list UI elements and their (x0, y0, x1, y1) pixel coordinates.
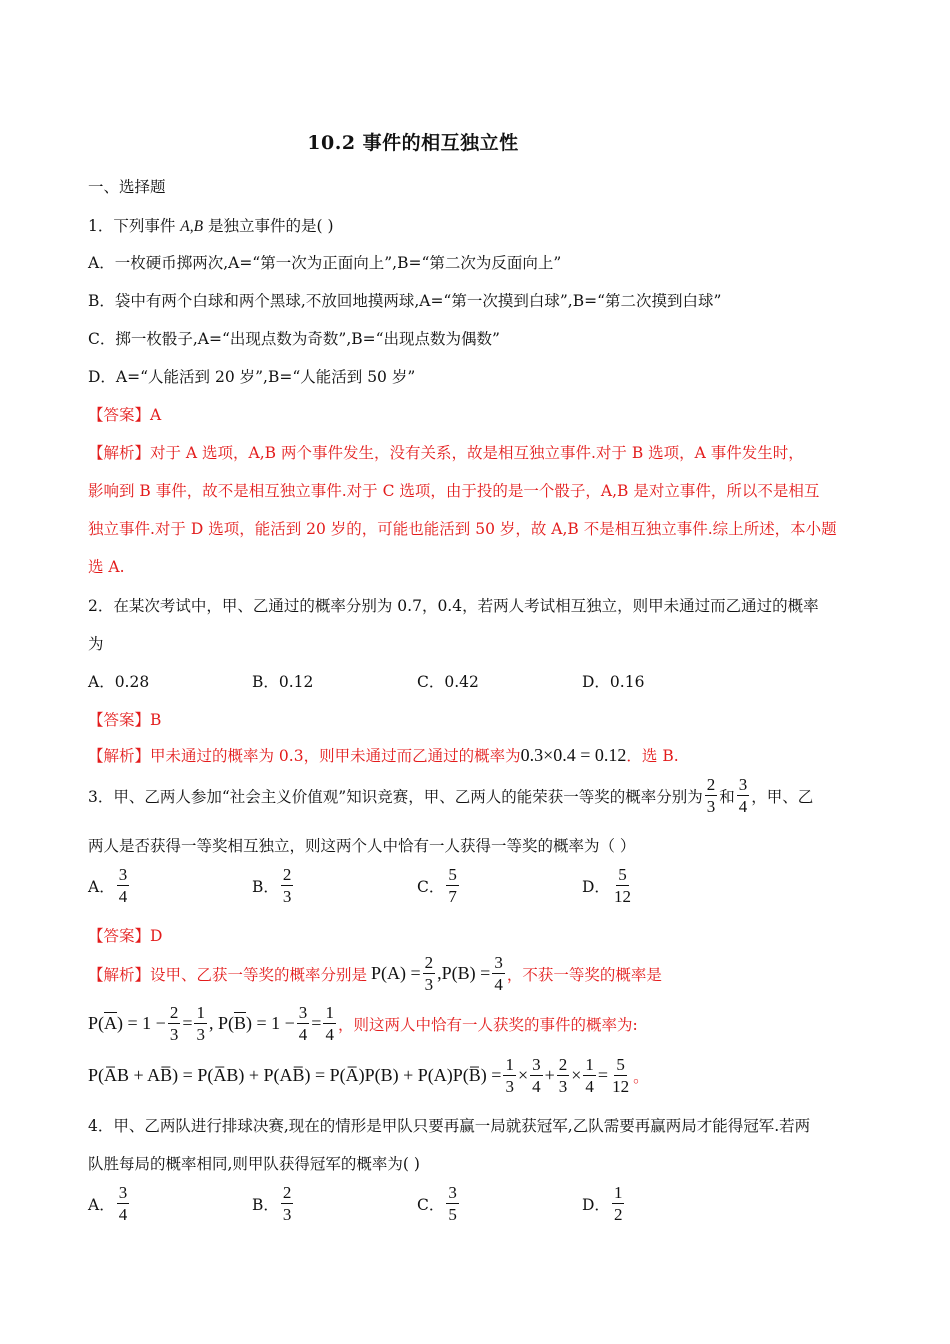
q2-answer: 【答案】B (88, 711, 162, 729)
q3-option-d: D． $\frac{5}{12}$ (582, 865, 631, 906)
q4-stem-line2: 队胜每局的概率相同,则甲队获得冠军的概率为( ) (88, 1155, 420, 1173)
q3-fraction-2-3: $\frac{2}{3}$ (706, 775, 716, 816)
q1-option-d: D．A=“人能活到 20 岁”,B=“人能活到 50 岁” (88, 368, 416, 386)
q2-option-a: A．0.28 (88, 673, 150, 691)
q3-stem-line1: 3．甲、乙两人参加“社会主义价值观”知识竞赛，甲、乙两人的能荣获一等奖的概率分别为 $\frac{2}{3}$ 和 $\frac{3}{4}$ ，甲、乙 (88, 775, 814, 816)
q3-option-c: C． $\frac{5}{7}$ (417, 865, 457, 906)
q2-stem-line1: 2．在某次考试中，甲、乙通过的概率分别为 0.7，0.4，若两人考试相互独立，则甲未通过而乙通过的概率 (88, 597, 819, 615)
q2-option-c: C．0.42 (417, 673, 479, 691)
q3-fraction-3-4: $\frac{3}{4}$ (738, 775, 748, 816)
q2-option-b: B．0.12 (252, 673, 314, 691)
q1-explanation-line1: 【解析】对于 A 选项，A,B 两个事件发生，没有关系，故是相互独立事件.对于 B 选项，A 事件发生时， (88, 444, 804, 462)
q1-explanation-line3: 独立事件.对于 D 选项，能活到 20 岁的，可能也能活到 50 岁，故 A,B 不是相互独立事件.综上所述，本小题 (88, 520, 837, 538)
q1-option-c: C．掷一枚骰子,A=“出现点数为奇数”,B=“出现点数为偶数” (88, 330, 500, 348)
q1-option-b: B．袋中有两个白球和两个黑球,不放回地摸两球,A=“第一次摸到白球”,B=“第二次摸到白球” (88, 292, 722, 310)
q1-option-a: A．一枚硬币掷两次,A=“第一次为正面向上”,B=“第二次为反面向上” (88, 254, 562, 272)
q4-option-d: D． $\frac{1}{2}$ (582, 1183, 623, 1224)
q4-option-a: A． $\frac{3}{4}$ (88, 1183, 128, 1224)
q1-explanation-line4: 选 A. (88, 558, 125, 576)
page-title: 10.2 事件的相互独立性 (307, 132, 519, 154)
q2-explanation: 【解析】甲未通过的概率为 0.3，则甲未通过而乙通过的概率为0.3×0.4 = 0.12．选 B. (88, 745, 679, 765)
q3-option-b: B． $\frac{2}{3}$ (252, 865, 292, 906)
q4-option-c: C． $\frac{3}{5}$ (417, 1183, 457, 1224)
q4-stem-line1: 4．甲、乙两队进行排球决赛,现在的情形是甲队只要再赢一局就获冠军,乙队需要再赢两局才能得冠军.若两 (88, 1117, 811, 1135)
q4-option-b: B． $\frac{2}{3}$ (252, 1183, 292, 1224)
q1-explanation-line2: 影响到 B 事件，故不是相互独立事件.对于 C 选项，由于投的是一个骰子，A,B 是对立事件，所以不是相互 (88, 482, 820, 500)
q1-stem: 1．下列事件 A,B 是独立事件的是( ) (88, 217, 334, 235)
q3-option-a: A． $\frac{3}{4}$ (88, 865, 128, 906)
q3-explanation-line3: P(A̅B + AB̅) = P(A̅B) + P(AB̅) = P(A̅)P(B) + P(A)P(B̅) = $\frac{1}{3}$ × $\frac{3}{4}$ + $\frac{2}{3}$ × $\frac{1}{4}$ = $\frac{5}{12}$ 。 (88, 1055, 649, 1096)
q1-answer: 【答案】A (88, 406, 162, 424)
q3-explanation-line1: 【解析】设甲、乙获一等奖的概率分别是 P(A) = $\frac{2}{3}$ , P(B) = $\frac{3}{4}$ ，不获一等奖的概率是 (88, 953, 662, 994)
q3-answer: 【答案】D (88, 927, 163, 945)
q2-option-d: D．0.16 (582, 673, 645, 691)
q3-stem-line2: 两人是否获得一等奖相互独立，则这两个人中恰有一人获得一等奖的概率为（ ） (88, 837, 636, 855)
q3-explanation-line2: P( $\overline{A}$ ) = 1 − $\frac{2}{3}$ = $\frac{1}{3}$ , P( $\overline{B}$ ) = 1 − $\frac{3}{4}$ = $\frac{1}{4}$ ，则这两人中恰有一人获奖的事件的概率为: (88, 1003, 638, 1044)
section-heading: 一、选择题 (88, 178, 166, 196)
q2-stem-line2: 为 (88, 635, 104, 653)
